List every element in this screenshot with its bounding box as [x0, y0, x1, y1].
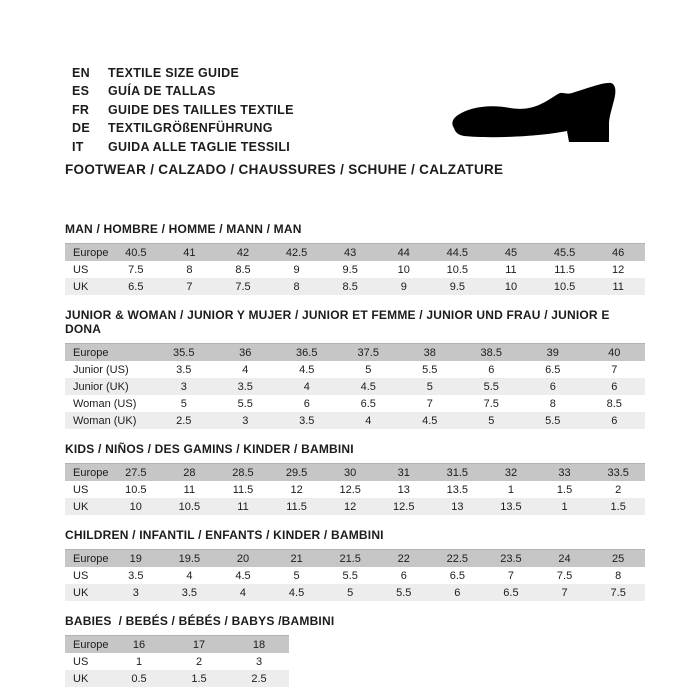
size-value: 33	[558, 466, 571, 479]
size-value: 11	[237, 500, 249, 513]
language-code: EN	[72, 66, 90, 80]
size-table-title-children: CHILDREN / INFANTIL / ENFANTS / KINDER / BAMBINI	[65, 528, 384, 543]
size-value: 10.5	[125, 483, 147, 496]
size-value: 9	[293, 263, 300, 276]
table-row-children-uk	[65, 584, 645, 601]
table-row-junior-woman-junior-us-	[65, 361, 645, 378]
size-value: 3.5	[176, 363, 192, 376]
size-value: 10	[504, 280, 518, 293]
row-label: Europe	[73, 638, 109, 651]
shoe-silhouette-icon	[448, 78, 628, 150]
size-value: 28.5	[232, 466, 254, 479]
language-label: GUIDA ALLE TAGLIE TESSILI	[108, 139, 291, 154]
size-value: 6	[303, 397, 310, 410]
size-value: 23.5	[500, 552, 522, 565]
size-value: 25	[612, 552, 625, 565]
size-value: 9.5	[449, 280, 465, 293]
size-value: 7.5	[128, 263, 144, 276]
size-value: 44	[397, 246, 410, 259]
table-row-junior-woman-junior-uk-	[65, 378, 645, 395]
size-value: 4.5	[422, 414, 438, 427]
size-table-babies	[65, 635, 289, 687]
size-value: 6	[400, 569, 407, 582]
size-value: 11	[183, 483, 196, 496]
size-value: 8	[186, 263, 193, 276]
size-value: 22	[397, 552, 410, 565]
size-value: 45	[504, 246, 518, 259]
size-value: 1.5	[556, 483, 573, 496]
size-value: 11	[505, 263, 517, 276]
size-value: 19	[129, 552, 142, 565]
size-value: 40	[608, 346, 621, 359]
size-value: 44.5	[446, 246, 469, 259]
size-value: 24	[558, 552, 571, 565]
row-label: UK	[73, 672, 89, 685]
size-value: 2	[195, 655, 203, 668]
size-value: 36.5	[296, 346, 318, 359]
size-value: 1	[561, 500, 568, 513]
size-value: 6.5	[449, 569, 465, 582]
size-value: 1.5	[610, 500, 626, 513]
size-value: 4	[242, 363, 249, 376]
row-label: US	[73, 483, 89, 496]
table-row-man-uk	[65, 278, 645, 295]
size-value: 37.5	[357, 346, 379, 359]
row-label: Europe	[73, 346, 109, 359]
size-value: 10	[397, 263, 410, 276]
size-value: 13.5	[500, 500, 522, 513]
size-value: 5	[426, 380, 433, 393]
table-row-man-us	[65, 261, 645, 278]
size-value: 6	[454, 586, 461, 599]
size-value: 2.5	[176, 414, 192, 427]
size-tables	[65, 222, 645, 687]
size-value: 7	[561, 586, 568, 599]
size-value: 3	[255, 655, 263, 668]
size-value: 36	[239, 346, 252, 359]
size-value: 13	[451, 500, 464, 513]
size-value: 8	[549, 397, 556, 410]
size-value: 6.5	[503, 586, 519, 599]
language-code: DE	[72, 121, 90, 136]
size-value: 27.5	[125, 466, 147, 479]
size-value: 13	[397, 483, 410, 496]
size-value: 12.5	[339, 483, 361, 496]
table-row-kids-us	[65, 481, 645, 498]
size-value: 5.5	[545, 414, 561, 427]
size-value: 39	[546, 346, 559, 359]
size-value: 7	[507, 569, 515, 582]
size-value: 7.5	[556, 569, 573, 582]
size-value: 40.5	[125, 246, 147, 259]
language-label: TEXTILE SIZE GUIDE	[108, 66, 240, 80]
size-table-title-man: MAN / HOMBRE / HOMME / MANN / MAN	[65, 222, 302, 237]
size-value: 8.5	[342, 280, 358, 293]
size-value: 4	[365, 414, 372, 427]
size-value: 10	[129, 500, 142, 513]
size-table-kids	[65, 463, 645, 515]
size-value: 5.5	[237, 397, 253, 410]
size-table-man	[65, 243, 645, 295]
size-value: 10.5	[178, 500, 201, 513]
size-value: 28	[183, 466, 196, 479]
size-value: 32	[504, 466, 518, 479]
size-value: 38	[423, 346, 436, 359]
size-value: 11.5	[232, 483, 254, 496]
size-value: 6.5	[128, 280, 144, 293]
language-label: TEXTILGRÖßENFÜHRUNG	[108, 121, 273, 136]
size-value: 21	[290, 552, 303, 565]
size-value: 4	[303, 380, 310, 393]
size-value: 11.5	[554, 263, 575, 276]
row-label: US	[73, 569, 89, 582]
size-table-title-babies: BABIES / BEBÉS / BÉBÉS / BABYS /BAMBINI	[65, 614, 335, 629]
size-value: 7.5	[235, 280, 251, 293]
size-value: 17	[192, 638, 206, 651]
size-value: 8	[615, 569, 622, 582]
size-value: 5.5	[483, 380, 499, 393]
table-row-junior-woman-woman-uk-	[65, 412, 645, 429]
size-value: 38.5	[480, 346, 502, 359]
size-value: 7	[426, 397, 433, 410]
row-label: Junior (US)	[73, 363, 129, 376]
size-value: 42.5	[285, 246, 308, 259]
language-label: GUIDE DES TAILLES TEXTILE	[108, 102, 294, 117]
size-value: 3.5	[128, 569, 144, 582]
size-value: 5	[180, 397, 187, 410]
size-value: 16	[132, 638, 146, 651]
size-value: 12	[344, 500, 357, 513]
size-table-junior-woman	[65, 343, 645, 429]
size-value: 4.5	[235, 569, 251, 582]
size-value: 10.5	[446, 263, 469, 276]
size-value: 2	[615, 483, 622, 496]
size-value: 7	[186, 280, 193, 293]
language-code: ES	[72, 84, 90, 99]
table-row-kids-uk	[65, 498, 645, 515]
size-value: 41	[183, 246, 196, 259]
size-value: 6	[611, 414, 618, 427]
row-label: UK	[73, 280, 89, 293]
size-value: 42	[236, 246, 250, 259]
table-row-babies-us	[65, 653, 289, 670]
size-value: 46	[612, 246, 625, 259]
size-value: 7	[611, 363, 618, 376]
size-value: 1	[507, 483, 515, 496]
size-value: 3	[242, 414, 249, 427]
size-value: 22.5	[446, 552, 469, 565]
size-value: 21.5	[339, 552, 361, 565]
size-value: 4.5	[299, 363, 315, 376]
row-label: Junior (UK)	[73, 380, 129, 393]
row-label: Europe	[73, 552, 109, 565]
size-value: 5	[365, 363, 372, 376]
size-value: 5	[293, 569, 300, 582]
size-value: 6.5	[545, 363, 561, 376]
size-value: 31.5	[446, 466, 469, 479]
row-label: UK	[73, 586, 89, 599]
row-label: Europe	[73, 246, 109, 259]
category-title: FOOTWEAR / CALZADO / CHAUSSURES / SCHUHE / CALZATURE	[65, 162, 504, 178]
size-value: 4	[186, 569, 193, 582]
size-value: 2.5	[251, 672, 267, 685]
table-row-junior-woman-woman-us-	[65, 395, 645, 412]
size-value: 3.5	[181, 586, 198, 599]
size-value: 6.5	[360, 397, 376, 410]
size-value: 8.5	[235, 263, 251, 276]
size-value: 3	[180, 380, 187, 393]
size-value: 30	[344, 466, 357, 479]
size-value: 0.5	[131, 672, 147, 685]
size-value: 6	[549, 380, 556, 393]
language-code: IT	[72, 139, 84, 154]
size-value: 5.5	[396, 586, 412, 599]
row-label: US	[73, 655, 89, 668]
size-table-title-junior-woman: JUNIOR & WOMAN / JUNIOR Y MUJER / JUNIOR ET FEMME / JUNIOR UND FRAU / JUNIOR E DONA	[65, 308, 610, 337]
size-table-children	[65, 549, 645, 601]
size-value: 10.5	[553, 280, 576, 293]
size-value: 13.5	[446, 483, 469, 496]
size-value: 4.5	[288, 586, 305, 599]
language-label: GUÍA DE TALLAS	[108, 84, 216, 99]
size-value: 1	[135, 655, 143, 668]
size-value: 3.5	[237, 380, 253, 393]
table-row-babies-europe	[65, 636, 289, 654]
size-value: 43	[344, 246, 357, 259]
size-value: 5.5	[342, 569, 358, 582]
table-row-babies-uk	[65, 670, 289, 687]
size-value: 12.5	[393, 500, 415, 513]
table-row-children-europe	[65, 550, 645, 568]
row-label: Woman (US)	[73, 397, 137, 410]
size-value: 3.5	[299, 414, 315, 427]
row-label: Woman (UK)	[73, 414, 137, 427]
size-value: 11	[612, 280, 624, 293]
size-value: 29.5	[285, 466, 308, 479]
language-code: FR	[72, 102, 90, 117]
table-row-children-us	[65, 567, 645, 584]
size-value: 5	[347, 586, 354, 599]
size-value: 7.5	[610, 586, 626, 599]
size-value: 19.5	[178, 552, 201, 565]
size-value: 12	[290, 483, 303, 496]
row-label: US	[73, 263, 89, 276]
size-value: 18	[252, 638, 266, 651]
size-value: 5	[488, 414, 495, 427]
size-value: 31	[397, 466, 410, 479]
size-value: 35.5	[173, 346, 195, 359]
table-row-man-europe	[65, 244, 645, 262]
table-row-junior-woman-europe	[65, 344, 645, 362]
size-value: 45.5	[553, 246, 576, 259]
size-value: 1.5	[191, 672, 207, 685]
size-value: 6	[488, 363, 495, 376]
size-value: 5.5	[422, 363, 438, 376]
size-value: 4.5	[360, 380, 376, 393]
size-table-title-kids: KIDS / NIÑOS / DES GAMINS / KINDER / BAMBINI	[65, 442, 354, 457]
size-value: 9.5	[342, 263, 358, 276]
size-value: 12	[612, 263, 625, 276]
row-label: Europe	[73, 466, 109, 479]
size-value: 7.5	[483, 397, 499, 410]
size-value: 20	[236, 552, 250, 565]
size-value: 3	[132, 586, 139, 599]
row-label: UK	[73, 500, 89, 513]
size-value: 11.5	[286, 500, 307, 513]
size-value: 9	[400, 280, 407, 293]
size-value: 8.5	[606, 397, 622, 410]
size-value: 6	[611, 380, 618, 393]
size-value: 8	[293, 280, 300, 293]
size-value: 33.5	[607, 466, 629, 479]
table-row-kids-europe	[65, 464, 645, 482]
size-value: 4	[239, 586, 247, 599]
